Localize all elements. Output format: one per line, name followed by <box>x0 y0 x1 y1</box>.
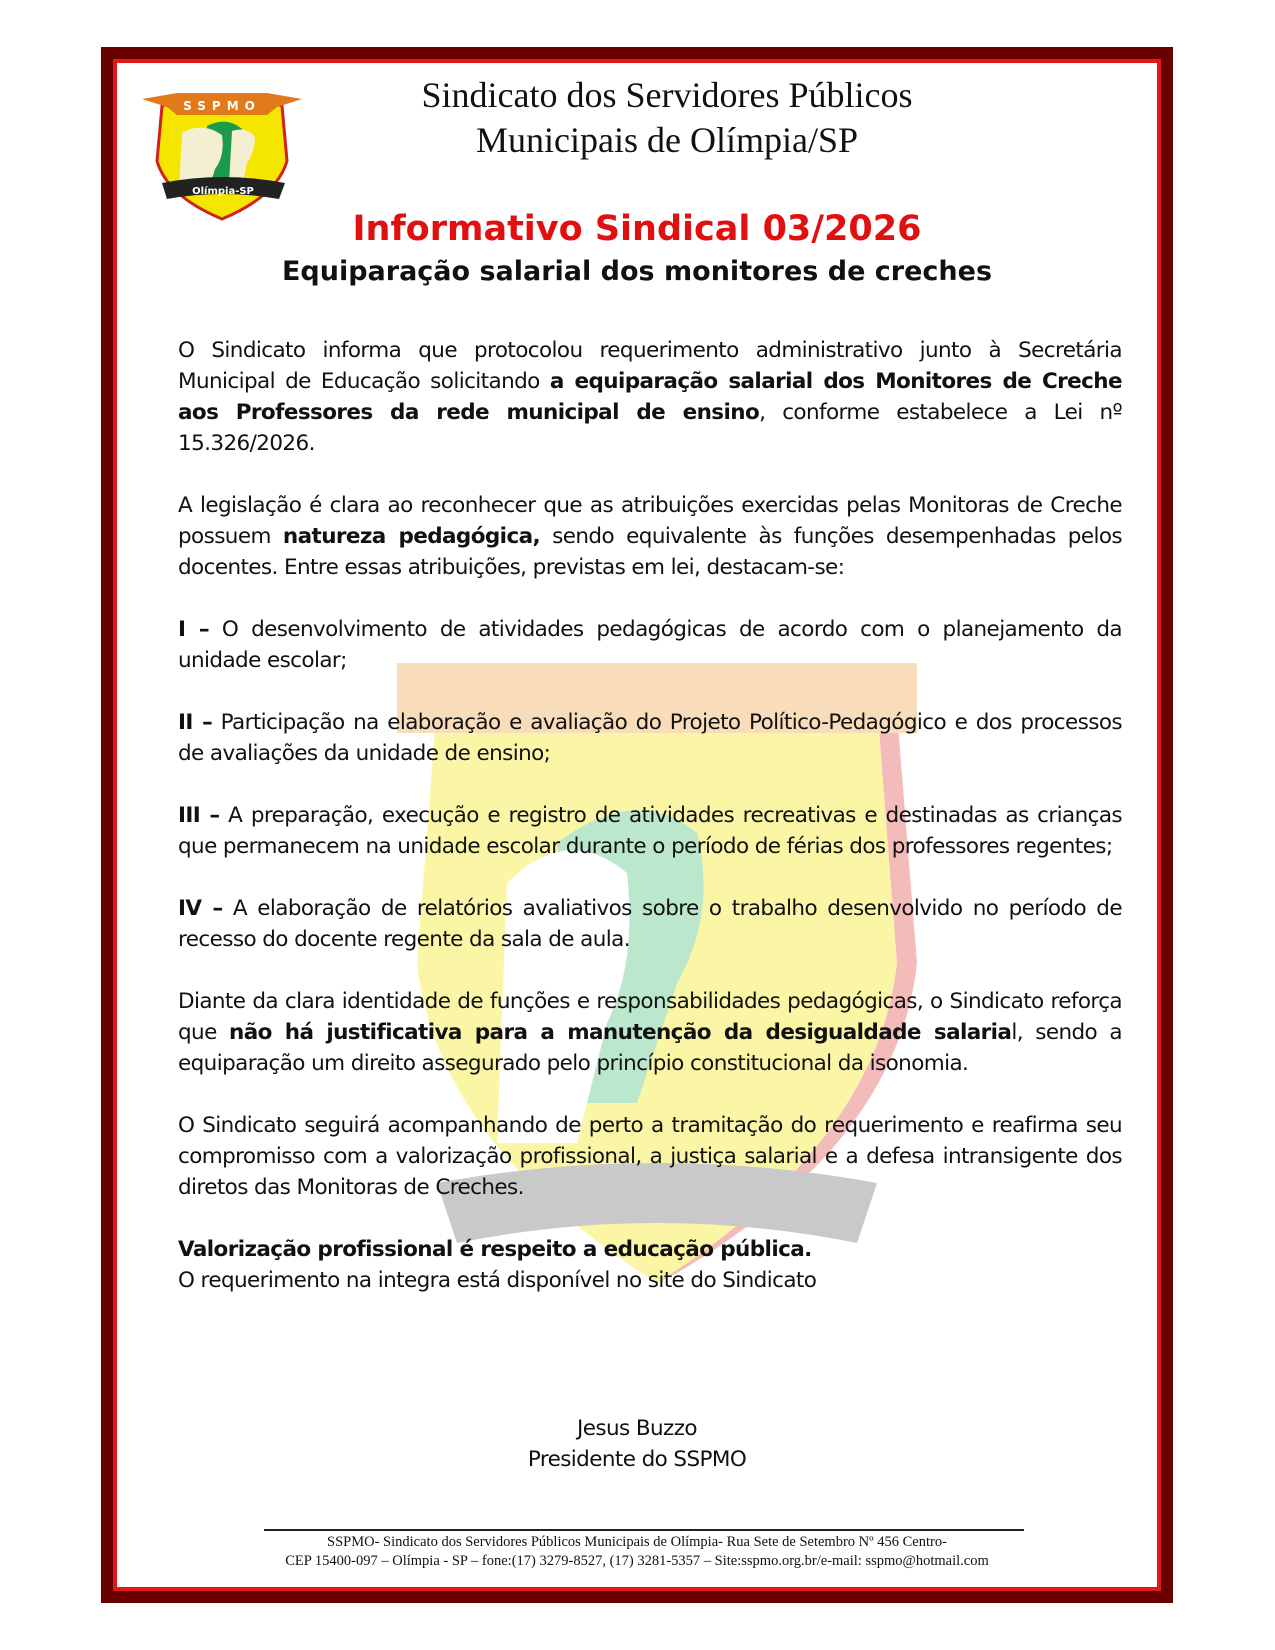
paragraph-2 <box>178 490 1122 583</box>
document-title: Informativo Sindical 03/2026 <box>352 209 922 249</box>
list-item-number: II – <box>178 710 213 735</box>
paragraph-1-text: O Sindicato informa que protocolou requerimento administrativo junto à Secretária Municipal de Educação solicitando <box>178 338 1122 394</box>
list-item-number: I – <box>178 617 210 642</box>
signature-role: Presidente do SSPMO <box>527 1447 747 1472</box>
list-item-text: A preparação, execução e registro de atividades recreativas e destinadas as crianças que permanecem na unidade escolar durante o período de férias dos professores regentes; <box>178 803 1122 859</box>
document-page <box>117 63 1157 1587</box>
logo-ribbon-text: Olímpia-SP <box>192 186 254 197</box>
org-name-line1: Sindicato dos Servidores Públicos <box>421 75 913 115</box>
list-item-text: O desenvolvimento de atividades pedagógicas de acordo com o planejamento da unidade escolar; <box>178 617 1122 673</box>
footer-line-2: CEP 15400-097 – Olímpia - SP – fone:(17) 3279-8527, (17) 3281-5357 – Site:sspmo.org.br/e-mail: sspmo@hotmail.com <box>285 1553 989 1569</box>
document-subtitle: Equiparação salarial dos monitores de creches <box>281 256 993 287</box>
paragraph-3-text-end: l, sendo a equiparação um direito assegurado pelo princípio constitucional da isonomia. <box>178 1020 1122 1076</box>
paragraph-3-text: Diante da clara identidade de funções e responsabilidades pedagógicas, o Sindicato reforça que <box>178 989 1122 1045</box>
sspmo-logo <box>137 71 307 221</box>
list-item <box>178 614 1122 676</box>
closing-note: O requerimento na integra está disponível no site do Sindicato <box>178 1268 817 1293</box>
list-item <box>178 707 1122 769</box>
org-name-line2: Municipais de Olímpia/SP <box>476 120 858 160</box>
list-item-number: IV – <box>178 896 223 921</box>
list-item <box>178 893 1122 955</box>
paragraph-2-emphasis: natureza pedagógica, <box>282 524 541 549</box>
closing-statement <box>178 1234 1122 1265</box>
paragraph-1-emphasis: a equiparação salarial dos Monitores de Creche aos Professores da rede municipal de ensino <box>178 369 1122 425</box>
signature-name: Jesus Buzzo <box>577 1416 697 1441</box>
footer <box>117 1533 1157 1571</box>
closing-bold-text: Valorização profissional é respeito a educação pública. <box>178 1237 812 1262</box>
footer-line-1: SSPMO- Sindicato dos Servidores Públicos Municipais de Olímpia- Rua Sete de Setembro Nº 456 Centro- <box>327 1534 947 1550</box>
list-item-number: III – <box>178 803 220 828</box>
footer-divider <box>264 1529 1024 1531</box>
signature-block <box>117 1413 1157 1475</box>
paragraph-4: O Sindicato seguirá acompanhando de perto a tramitação do requerimento e reafirma seu compromisso com a valorização profissional, a justiça salarial e a defesa intransigente dos diretos das Monitoras de Creches. <box>178 1113 1122 1200</box>
list-item-text: A elaboração de relatórios avaliativos sobre o trabalho desenvolvido no período de recesso do docente regente da sala de aula. <box>178 896 1122 952</box>
paragraph-2-text-end: sendo equivalente às funções desempenhadas pelos docentes. Entre essas atribuições, previstas em lei, destacam-se: <box>178 524 1122 580</box>
paragraph-3 <box>178 986 1122 1079</box>
list-item <box>178 800 1122 862</box>
document-body <box>178 335 1122 1296</box>
list-item-text: Participação na elaboração e avaliação do Projeto Político-Pedagógico e dos processos de avaliações da unidade de ensino; <box>178 710 1122 766</box>
organization-name <box>317 73 1017 163</box>
paragraph-3-emphasis: não há justificativa para a manutenção da desigualdade salaria <box>229 1020 1012 1045</box>
paragraph-1-text-end: , conforme estabelece a Lei nº 15.326/2026. <box>178 400 1122 456</box>
paragraph-2-text: A legislação é clara ao reconhecer que as atribuições exercidas pelas Monitoras de Creche possuem <box>178 493 1122 549</box>
logo-banner-text: SSPMO <box>183 99 261 113</box>
paragraph-1 <box>178 335 1122 459</box>
